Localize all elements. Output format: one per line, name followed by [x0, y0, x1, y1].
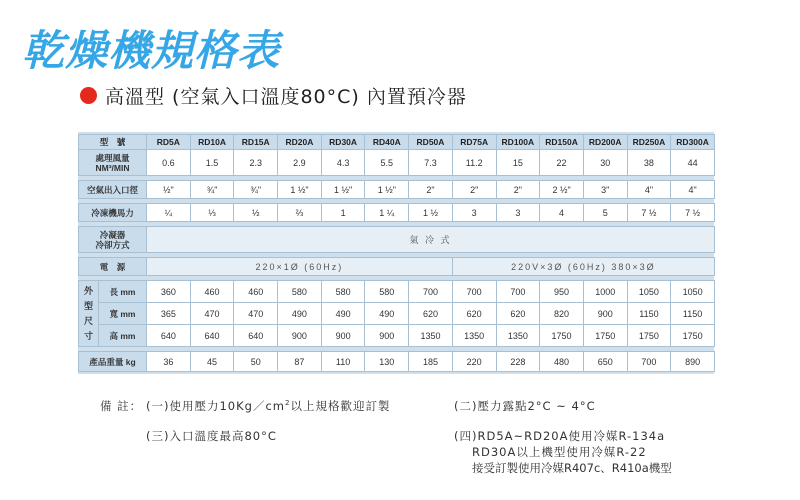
bullet-dot-icon: [80, 87, 97, 104]
row-label-cooling: 冷凝器 冷卻方式: [79, 227, 147, 253]
hp-cell: ⅓: [190, 204, 234, 222]
hp-cell: 4: [540, 204, 584, 222]
port-cell: 2": [452, 181, 496, 199]
spec-table-frame: [78, 132, 714, 374]
note-4-line-2: RD30A以上機型使用冷媒R-22: [472, 445, 647, 459]
height-cell: 1350: [496, 325, 540, 347]
height-cell: 640: [147, 325, 191, 347]
model-header: RD5A: [147, 135, 191, 150]
weight-cell: 130: [365, 352, 409, 372]
model-header: RD15A: [234, 135, 278, 150]
note-1: (一)使用壓力$10Kg/cm^2$以上規格歡迎訂製: [146, 399, 391, 413]
length-cell: 1000: [583, 281, 627, 303]
height-cell: 900: [278, 325, 322, 347]
air-flow-cell: 0.6: [147, 150, 191, 176]
weight-cell: 87: [278, 352, 322, 372]
length-cell: 700: [452, 281, 496, 303]
air-flow-cell: 44: [671, 150, 715, 176]
length-cell: 460: [190, 281, 234, 303]
height-cell: 1750: [583, 325, 627, 347]
model-header: RD250A: [627, 135, 671, 150]
row-label-width: 寬 mm: [99, 303, 147, 325]
port-cell: ¾": [190, 181, 234, 199]
height-cell: 1350: [452, 325, 496, 347]
length-cell: 700: [496, 281, 540, 303]
hp-cell: 1: [321, 204, 365, 222]
weight-cell: 185: [409, 352, 453, 372]
row-label-port: 空氣出入口徑: [79, 181, 147, 199]
height-cell: 1750: [671, 325, 715, 347]
hp-cell: ½: [234, 204, 278, 222]
height-cell: 1350: [409, 325, 453, 347]
subtitle: 高溫型 (空氣入口溫度80°C) 內置預冷器: [105, 86, 467, 108]
height-cell: 900: [321, 325, 365, 347]
width-cell: 365: [147, 303, 191, 325]
port-cell: 2": [409, 181, 453, 199]
width-cell: 900: [583, 303, 627, 325]
width-cell: 1150: [671, 303, 715, 325]
port-cell: ¾": [234, 181, 278, 199]
weight-cell: 110: [321, 352, 365, 372]
hp-cell: 5: [583, 204, 627, 222]
air-flow-cell: 22: [540, 150, 584, 176]
port-cell: 1 ½": [278, 181, 322, 199]
port-cell: 1 ½": [321, 181, 365, 199]
port-cell: 2": [496, 181, 540, 199]
air-flow-cell: 7.3: [409, 150, 453, 176]
weight-cell: 890: [671, 352, 715, 372]
cooling-value: 氣 冷 式: [147, 227, 715, 253]
air-flow-cell: 15: [496, 150, 540, 176]
length-cell: 950: [540, 281, 584, 303]
hp-cell: 3: [496, 204, 540, 222]
length-cell: 460: [234, 281, 278, 303]
air-flow-cell: 30: [583, 150, 627, 176]
length-cell: 1050: [627, 281, 671, 303]
port-cell: 2 ½": [540, 181, 584, 199]
note-4-line-3: 接受訂製使用冷媒R407c、R410a機型: [472, 461, 672, 475]
row-label-length: 長 mm: [99, 281, 147, 303]
power-value-1: 220×1Ø (60Hz): [147, 258, 453, 276]
height-cell: 1750: [627, 325, 671, 347]
hp-cell: 7 ½: [671, 204, 715, 222]
height-cell: 1750: [540, 325, 584, 347]
port-cell: 1 ½": [365, 181, 409, 199]
length-cell: 700: [409, 281, 453, 303]
power-value-2: 220V×3Ø (60Hz) 380×3Ø: [452, 258, 714, 276]
length-cell: 360: [147, 281, 191, 303]
row-label-power: 電 源: [79, 258, 147, 276]
model-header: RD100A: [496, 135, 540, 150]
weight-cell: 45: [190, 352, 234, 372]
length-cell: 580: [278, 281, 322, 303]
hp-cell: 1 ½: [409, 204, 453, 222]
model-header: RD30A: [321, 135, 365, 150]
air-flow-cell: 2.9: [278, 150, 322, 176]
height-cell: 640: [234, 325, 278, 347]
width-cell: 470: [234, 303, 278, 325]
weight-cell: 650: [583, 352, 627, 372]
notes-prefix: 備 註：: [100, 399, 143, 413]
port-cell: 4": [627, 181, 671, 199]
length-cell: 1050: [671, 281, 715, 303]
air-flow-cell: 38: [627, 150, 671, 176]
model-header: RD50A: [409, 135, 453, 150]
hp-cell: 1 ¼: [365, 204, 409, 222]
width-cell: 1150: [627, 303, 671, 325]
air-flow-cell: 4.3: [321, 150, 365, 176]
header-label: 型 號: [79, 135, 147, 150]
note-3: (三)入口溫度最高80°C: [146, 429, 277, 443]
weight-cell: 220: [452, 352, 496, 372]
row-label-height: 高 mm: [99, 325, 147, 347]
model-header: RD300A: [671, 135, 715, 150]
model-header: RD75A: [452, 135, 496, 150]
model-header: RD200A: [583, 135, 627, 150]
width-cell: 620: [452, 303, 496, 325]
air-flow-cell: 11.2: [452, 150, 496, 176]
model-header: RD150A: [540, 135, 584, 150]
air-flow-cell: 1.5: [190, 150, 234, 176]
width-cell: 490: [278, 303, 322, 325]
length-cell: 580: [321, 281, 365, 303]
hp-cell: ¼: [147, 204, 191, 222]
hp-cell: ⅔: [278, 204, 322, 222]
air-flow-cell: 2.3: [234, 150, 278, 176]
subtitle-row: [80, 82, 467, 109]
width-cell: 490: [365, 303, 409, 325]
port-cell: ½": [147, 181, 191, 199]
height-cell: 900: [365, 325, 409, 347]
length-cell: 580: [365, 281, 409, 303]
width-cell: 470: [190, 303, 234, 325]
model-header: RD10A: [190, 135, 234, 150]
weight-cell: 700: [627, 352, 671, 372]
width-cell: 820: [540, 303, 584, 325]
dimension-side-label: 外 型 尺 寸: [79, 281, 99, 347]
hp-cell: 3: [452, 204, 496, 222]
hp-cell: 7 ½: [627, 204, 671, 222]
row-label-hp: 冷凍機馬力: [79, 204, 147, 222]
width-cell: 620: [496, 303, 540, 325]
width-cell: 620: [409, 303, 453, 325]
width-cell: 490: [321, 303, 365, 325]
air-flow-cell: 5.5: [365, 150, 409, 176]
row-label-air-flow: 處理風量 NM³/MIN: [79, 150, 147, 176]
weight-cell: 36: [147, 352, 191, 372]
port-cell: 4": [671, 181, 715, 199]
height-cell: 640: [190, 325, 234, 347]
page-title: 乾燥機規格表: [22, 26, 281, 75]
spec-table: [78, 134, 715, 372]
weight-cell: 50: [234, 352, 278, 372]
note-2: (二)壓力露點2°C ~ 4°C: [454, 399, 596, 413]
row-label-weight: 產品重量 kg: [79, 352, 147, 372]
weight-cell: 480: [540, 352, 584, 372]
model-header: RD20A: [278, 135, 322, 150]
weight-cell: 228: [496, 352, 540, 372]
note-4-line-1: (四)RD5A~RD20A使用冷媒R-134a: [454, 429, 666, 443]
port-cell: 3": [583, 181, 627, 199]
model-header: RD40A: [365, 135, 409, 150]
